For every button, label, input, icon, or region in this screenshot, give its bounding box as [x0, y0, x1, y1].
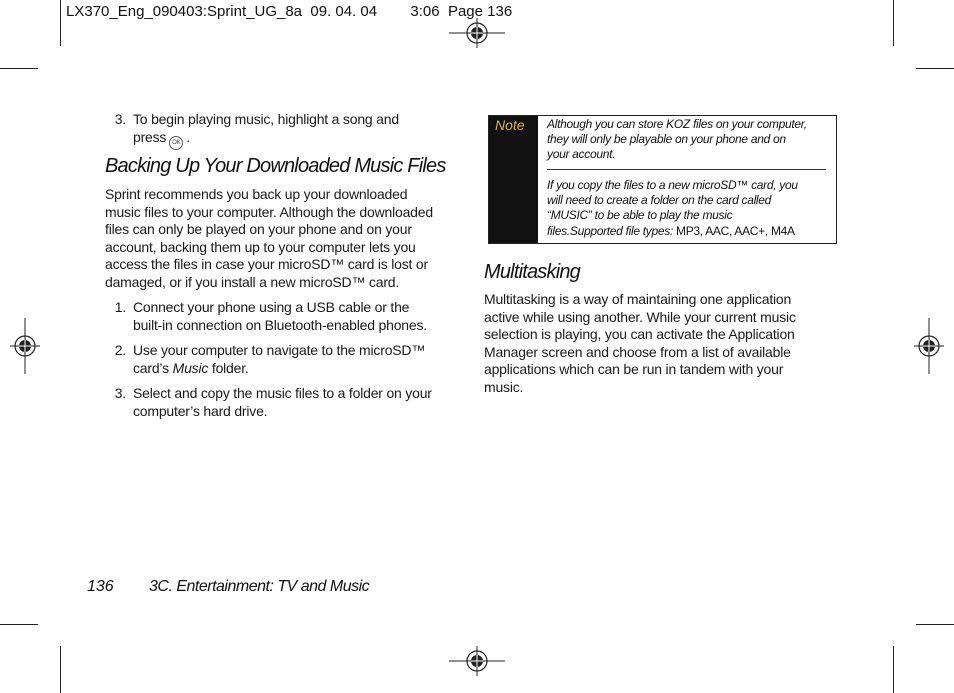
step-number: 2. [114, 342, 126, 358]
step-number: 3. [114, 385, 126, 401]
step-text-part: folder. [211, 359, 249, 376]
note-label: Note [495, 117, 525, 133]
step-line: built-in connection on Bluetooth-enabled phones. [133, 316, 427, 333]
intro-line: files can only be played on your phone and on your [105, 221, 412, 237]
step-1 [110, 299, 470, 335]
step-line: Use your computer to navigate to the microSD™ [133, 342, 426, 358]
crop-mark [893, 646, 894, 693]
note-line [547, 224, 832, 239]
registration-mark-icon [10, 318, 40, 374]
step-2 [110, 342, 470, 378]
step-text [133, 342, 473, 377]
note-line: If you copy the files to a new microSD™ card, you [547, 178, 798, 192]
note-line: “MUSIC” to be able to play the music [547, 208, 733, 223]
body-line: selection is playing, you can activate the Application [484, 326, 795, 342]
crop-mark [0, 624, 38, 625]
body-line: active while using another. While your current music [484, 308, 796, 325]
step-text-part: press [133, 128, 167, 145]
step-text-part: . [186, 128, 190, 145]
step-text [133, 385, 473, 420]
step-line [133, 360, 473, 378]
step-line [133, 129, 473, 150]
ok-key-icon: OK [169, 136, 183, 150]
step-3 [110, 385, 470, 421]
crop-mark [916, 68, 954, 69]
body-line: music. [484, 378, 524, 395]
registration-mark-icon [449, 18, 505, 48]
intro-line: access the files in case your microSD™ card is lost or [105, 256, 428, 272]
registration-mark-icon [449, 646, 505, 676]
step-text [133, 111, 473, 150]
step-line: To begin playing music, highlight a song and [133, 111, 399, 127]
section-title: 3C. Entertainment: TV and Music [149, 578, 370, 595]
step-line: computer’s hard drive. [133, 402, 268, 419]
note-line: your account. [547, 147, 616, 162]
note-line: Although you can store KOZ files on your computer, [547, 117, 807, 131]
note-line: will need to create a folder on the card called [547, 193, 772, 208]
crop-mark [0, 68, 38, 69]
page-number: 136 [87, 578, 114, 595]
note-box [488, 115, 837, 244]
note-paragraph-2 [547, 178, 832, 239]
step-line: Select and copy the music files to a folder on your [133, 385, 432, 401]
body-line: applications which can be run in tandem with your [484, 361, 784, 377]
body-line: Multitasking is a way of maintaining one application [484, 291, 792, 307]
multitasking-body [484, 291, 829, 396]
step-number: 3. [114, 111, 126, 127]
crop-mark [916, 624, 954, 625]
note-paragraph-1 [547, 117, 832, 163]
note-divider [547, 169, 826, 170]
step-number: 1. [114, 299, 126, 315]
print-header: LX370_Eng_090403:Sprint_UG_8a 09. 04. 04 3:06 Page 136 [66, 3, 513, 20]
step-text-part: card’s [133, 359, 169, 376]
note-label-column [489, 116, 538, 243]
intro-line: damaged, or if you install a new microSD™ card. [105, 273, 400, 290]
step-line: Connect your phone using a USB cable or the [133, 299, 410, 315]
intro-line: account, backing them up to your computer lets you [105, 238, 416, 255]
section-heading-multitasking: Multitasking [484, 261, 580, 283]
note-line: they will only be playable on your phone and on [547, 132, 786, 147]
file-types: MP3, AAC, AAC+, M4A [676, 223, 795, 238]
folder-name: Music [172, 359, 209, 376]
backup-intro [105, 186, 465, 291]
note-text-part: files.Supported file types: [547, 223, 673, 238]
section-heading-backup: Backing Up Your Downloaded Music Files [105, 155, 446, 177]
step-3-top [110, 111, 470, 147]
step-text [133, 299, 473, 334]
registration-mark-icon [914, 318, 944, 374]
intro-line: Sprint recommends you back up your downloaded [105, 186, 408, 202]
intro-line: music files to your computer. Although the downloaded [105, 203, 433, 220]
crop-mark [60, 0, 61, 46]
crop-mark [893, 0, 894, 46]
body-line: Manager screen and choose from a list of available [484, 343, 791, 360]
crop-mark [60, 646, 61, 693]
